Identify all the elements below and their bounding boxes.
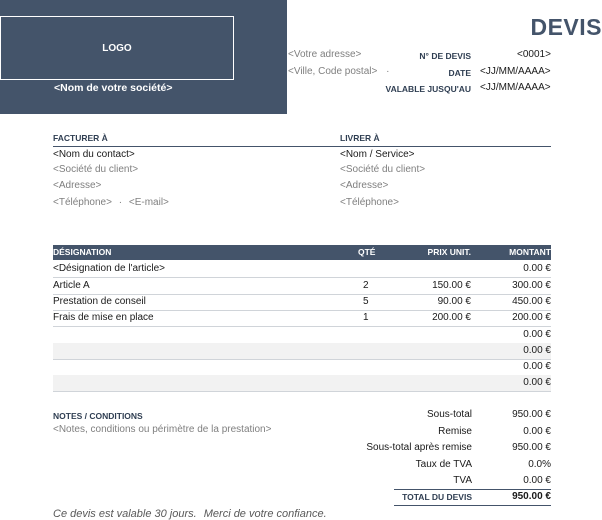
row-unit-price: 90.00 € [437,296,471,307]
subtotal-after-discount-value: 950.00 € [512,442,551,453]
row-unit-price: 150.00 € [432,280,471,291]
bill-to-heading: FACTURER À [53,133,108,143]
logo-placeholder: LOGO [0,16,234,80]
table-row [53,310,551,327]
row-designation: Article A [53,280,90,291]
document-title: DEVIS [530,14,602,40]
table-row [53,294,551,311]
footer-note [53,508,327,520]
date-label: DATE [448,68,471,78]
table-row [53,261,551,278]
row-amount: 300.00 € [512,280,551,291]
vat-label: TVA [453,475,472,486]
col-quantity: QTÉ [358,247,376,257]
row-designation: <Désignation de l'article> [53,263,165,274]
row-amount: 0.00 € [523,361,551,372]
bill-to-contact-line [53,197,169,208]
ship-to-company: <Société du client> [340,164,426,175]
grand-total-label: TOTAL DU DEVIS [402,492,472,502]
table-row [53,343,551,360]
row-amount: 200.00 € [512,312,551,323]
total-divider [394,489,551,490]
bill-to-email: <E-mail> [128,197,169,208]
separator-dot: · [386,66,390,77]
row-qty: 2 [363,280,369,291]
table-row [53,327,551,344]
bill-to-phone: <Téléphone> [53,197,112,208]
ship-to-phone: <Téléphone> [340,197,399,208]
total-underline [394,505,551,506]
date-value: <JJ/MM/AAAA> [480,66,551,77]
col-unit-price: PRIX UNIT. [427,247,471,257]
table-row [53,375,551,392]
validity-text: Ce devis est valable 30 jours. [53,508,197,520]
col-amount: MONTANT [509,247,551,257]
valid-until-value: <JJ/MM/AAAA> [480,82,551,93]
row-amount: 450.00 € [512,296,551,307]
row-amount: 0.00 € [523,345,551,356]
quote-number-label: N° DE DEVIS [419,51,471,61]
separator-dot: · [118,197,123,208]
subtotal-value: 950.00 € [512,409,551,420]
subtotal-after-discount-label: Sous-total après remise [366,442,472,453]
discount-value: 0.00 € [523,426,551,437]
col-designation: DÉSIGNATION [53,247,112,257]
company-name: <Nom de votre société> [54,82,173,94]
table-row [53,278,551,295]
thanks-text: Merci de votre confiance. [203,508,327,520]
valid-until-label: VALABLE JUSQU'AU [385,84,471,94]
bill-to-address: <Adresse> [53,180,102,191]
row-qty: 1 [363,312,369,323]
sender-city-text: <Ville, Code postal> [288,66,378,77]
row-qty: 5 [363,296,369,307]
vat-value: 0.00 € [523,475,551,486]
table-row [53,359,551,376]
items-table-header [53,245,551,260]
row-amount: 0.00 € [523,263,551,274]
bill-to-contact: <Nom du contact> [53,149,135,160]
grand-total-value: 950.00 € [512,491,551,502]
vat-rate-label: Taux de TVA [415,459,472,470]
sender-address: <Votre adresse> [288,49,362,60]
ship-to-heading: LIVRER À [340,133,380,143]
ship-to-address: <Adresse> [340,180,389,191]
quote-number-value: <0001> [517,49,551,60]
row-designation: Prestation de conseil [53,296,146,307]
row-amount: 0.00 € [523,377,551,388]
row-designation: Frais de mise en place [53,312,154,323]
bill-to-company: <Société du client> [53,164,139,175]
discount-label: Remise [438,426,472,437]
vat-rate-value: 0.0% [528,459,551,470]
address-divider [53,146,551,147]
ship-to-name: <Nom / Service> [340,149,415,160]
subtotal-label: Sous-total [426,409,472,420]
row-unit-price: 200.00 € [432,312,471,323]
row-amount: 0.00 € [523,329,551,340]
notes-text: <Notes, conditions ou périmètre de la prestation> [53,424,272,435]
notes-heading: NOTES / CONDITIONS [53,411,143,421]
